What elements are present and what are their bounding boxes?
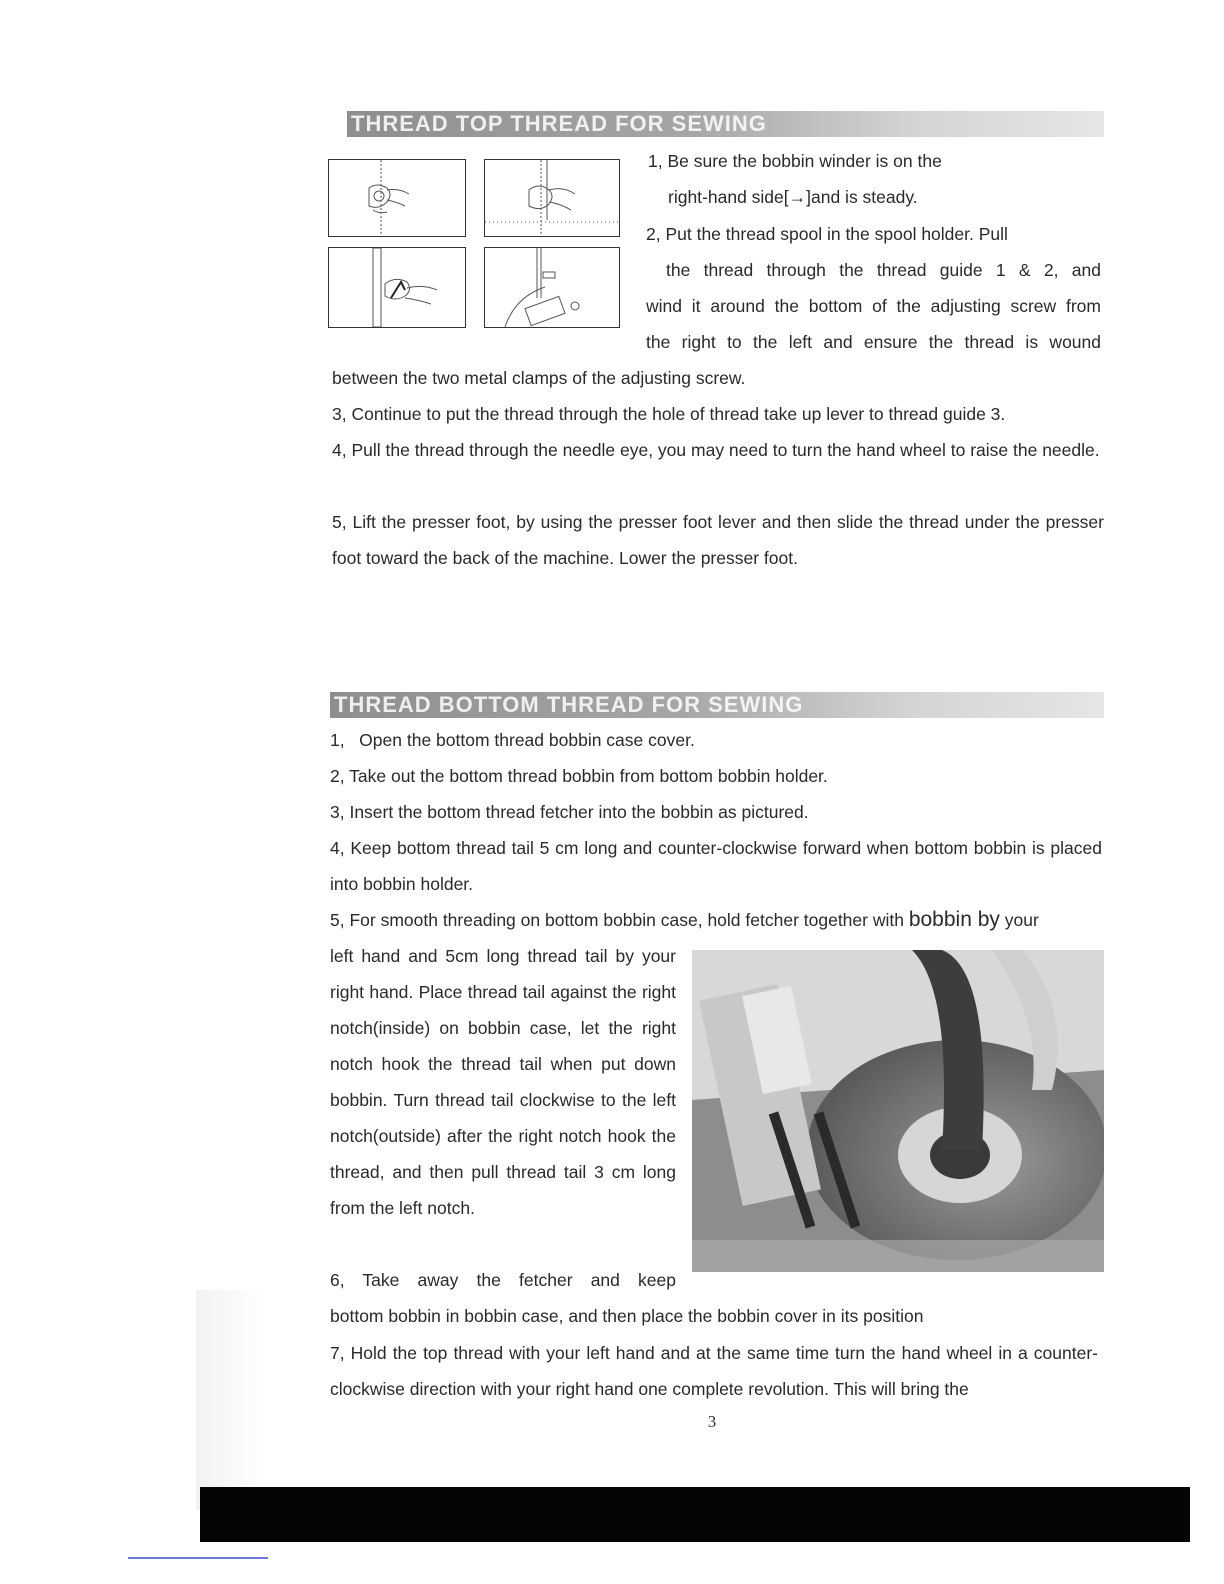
threading-illustration-4 bbox=[484, 247, 620, 328]
bottom-step-5-wrap: left hand and 5cm long thread tail by your right hand. Place thread tail against the right notch(inside) on bobbin case, let the right notch hook the thread tail when put down bobbin. Turn thread tail clockwise to the left notch(outside) after the right notch hook the thread, and then pull thread tail 3 cm long from the left notch. bbox=[330, 946, 676, 1218]
bottom-step-6-line-2: bottom bobbin in bobbin case, and then place the bobbin cover in its position bbox=[330, 1306, 924, 1326]
bottom-step-5-first-line bbox=[330, 902, 1105, 938]
bottom-step-6-line-1: 6, Take away the fetcher and keep bbox=[330, 1270, 676, 1290]
top-step-2-line-3: wind it around the bottom of the adjusting screw from bbox=[646, 296, 1101, 316]
threading-illustration-3 bbox=[328, 247, 466, 328]
top-step-1-line-1: 1, Be sure the bobbin winder is on the bbox=[648, 151, 942, 171]
bottom-step-1: 1, Open the bottom thread bobbin case cover. bbox=[330, 730, 695, 750]
bottom-step-5-tail: your bbox=[999, 910, 1039, 930]
bottom-step-3: 3, Insert the bottom thread fetcher into the bobbin as pictured. bbox=[330, 802, 809, 822]
bobbin-case-photo bbox=[692, 950, 1104, 1272]
bottom-step-4: 4, Keep bottom thread tail 5 cm long and counter-clockwise forward when bottom bobbin is placed into bobbin holder. bbox=[330, 838, 1102, 894]
bottom-step-2: 2, Take out the bottom thread bobbin from bottom bobbin holder. bbox=[330, 766, 828, 786]
top-step-4: 4, Pull the thread through the needle eye, you may need to turn the hand wheel to raise the needle. bbox=[332, 440, 1100, 460]
bottom-step-5-text: 5, For smooth threading on bottom bobbin case, hold fetcher together with bbox=[330, 910, 909, 930]
top-step-1-line-2: right-hand side[→]and is steady. bbox=[668, 187, 918, 207]
top-step-5: 5, Lift the presser foot, by using the presser foot lever and then slide the thread under the presser foot toward the back of the machine. Lower the presser foot. bbox=[332, 512, 1104, 568]
scan-shadow bbox=[196, 1290, 266, 1510]
section-heading-top-thread: THREAD TOP THREAD FOR SEWING bbox=[347, 111, 1104, 137]
top-step-2-line-2: the thread through the thread guide 1 & 2, and bbox=[666, 260, 1101, 280]
bottom-step-5-emphasis: bobbin by bbox=[908, 908, 1000, 931]
top-step-3: 3, Continue to put the thread through the hole of thread take up lever to thread guide 3. bbox=[332, 404, 1006, 424]
bottom-step-7: 7, Hold the top thread with your left hand and at the same time turn the hand wheel in a counter-clockwise direction with your right hand one complete revolution. This will bring the bbox=[330, 1343, 1098, 1399]
scan-bottom-bar bbox=[200, 1487, 1190, 1542]
scan-edge-line bbox=[128, 1557, 268, 1559]
top-step-2-line-4: the right to the left and ensure the thread is wound bbox=[646, 332, 1101, 352]
threading-illustration-1 bbox=[328, 159, 466, 237]
page-number: 3 bbox=[707, 1412, 717, 1431]
section-heading-bottom-thread: THREAD BOTTOM THREAD FOR SEWING bbox=[330, 692, 1104, 718]
threading-illustration-2 bbox=[484, 159, 620, 237]
top-step-2-line-1: 2, Put the thread spool in the spool holder. Pull bbox=[646, 224, 1008, 244]
top-step-2-line-5: between the two metal clamps of the adjusting screw. bbox=[332, 368, 746, 388]
